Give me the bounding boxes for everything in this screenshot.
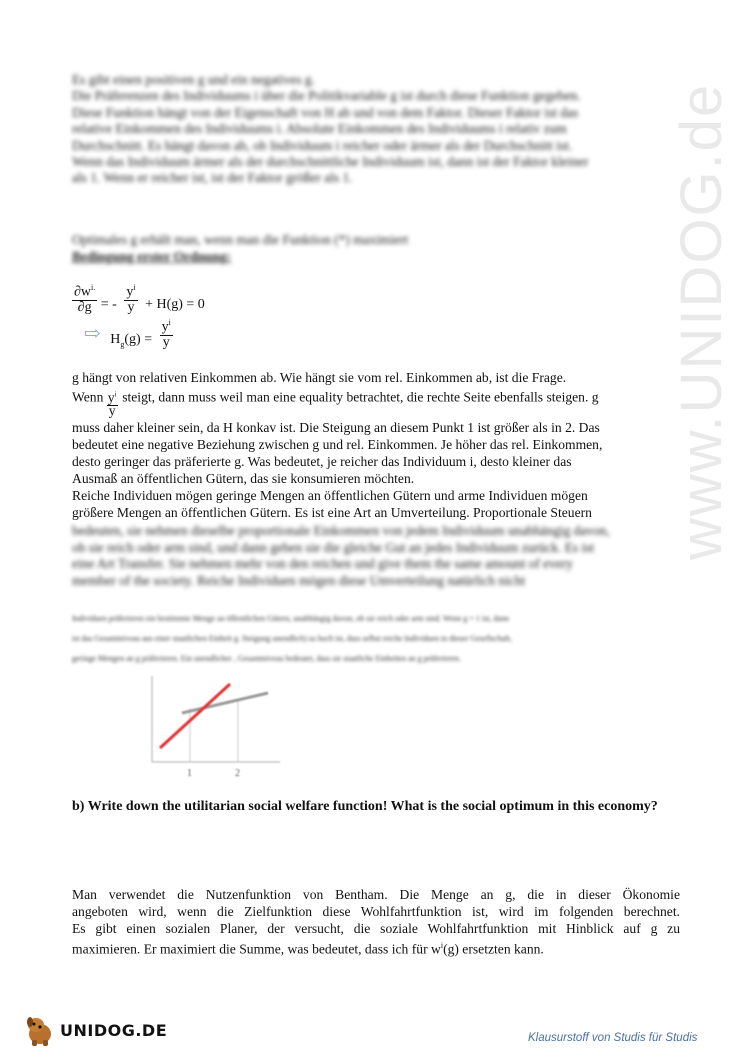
tangent-line-1 — [160, 684, 230, 748]
explanation-paragraph — [72, 369, 692, 521]
tangent-line-2 — [182, 693, 268, 713]
text-line: muss daher kleiner sein, da H konkav ist. Die Steigung an diesem Punkt 1 ist größer als in 2. Das — [72, 420, 600, 435]
text-line: relative Einkommen des Individuums i. Absolute Einkommen des Individuums i relativ zum — [72, 121, 567, 137]
watermark-text: www.UNIDOG.de — [669, 82, 734, 560]
text-line: als 1. Wenn er reicher ist, ist der Faktor größer als 1. — [72, 170, 353, 186]
footer-slogan: Klausurstoff von Studis für Studis — [528, 1032, 698, 1044]
text-line: Individuen präferieren ein bestimmte Menge an öffentlichen Gütern, unabhängig davon, ob sie reich oder arm sind. Wenn g = 1 ist, dann — [72, 614, 510, 623]
logo-text: UNIDOG.DE — [60, 1020, 168, 1040]
text-line: Wenn das Individuum ärmer als der durchschnittliche Individuum ist, dann ist der Faktor kleiner — [72, 154, 589, 170]
text-line: g hängt von relativen Einkommen ab. Wie hängt sie vom rel. Einkommen ab, ist die Frage. — [72, 370, 567, 385]
text-line: Wenn $\frac{y^i}{y}$ steigt, dann muss weil man eine equality betrachtet, die rechte Seite ebenfalls steigen. g — [72, 389, 599, 418]
income-ratio-fraction: $\frac{y^i}{y}$ — [126, 283, 136, 315]
blurred-small-paragraph — [72, 609, 682, 669]
blurred-intro-paragraph — [72, 72, 682, 187]
text-line: Man verwendet die Nutzenfunktion von Bentham. Die Menge an g, die in dieser Ökonomie — [72, 887, 680, 902]
income-ratio-fraction: $\frac{y^i}{y}$ — [161, 318, 171, 350]
text-line: Es gibt einen positiven g und ein negatives g. — [72, 72, 315, 87]
text-line: angeboten wird, wenn die Zielfunktion diese Wohlfahrtfunktion ist, wird im folgenden berechnet. — [72, 904, 680, 919]
question-heading: b) Write down the utilitarian social welfare function! What is the social optimum in this economy? — [72, 799, 658, 814]
text-line: desto geringer das präferierte g. Was bedeutet, je reicher das Individuum i, desto kleiner das — [72, 454, 572, 469]
derivative-formula: ⇨ $H_g(g)$ = $\frac{y^i}{y}$ — [84, 318, 171, 350]
first-order-condition-formula: $\frac{\partial w^{i.}}{\partial g}$ = - $\frac{y^i}{y}$ + H(g) = 0 — [74, 283, 205, 315]
footer-logo — [22, 1012, 167, 1048]
text-line: größere Mengen an öffentlichen Gütern. Es ist eine Art an Umverteilung. Proportionale Steuern — [72, 505, 592, 520]
blurred-middle-paragraph — [72, 523, 692, 589]
derivative-fraction: $\frac{\partial w^{i.}}{\partial g}$ — [74, 283, 96, 315]
text-line: Die Präferenzen des Individuums i über die Politikvariable g ist durch diese Funktion gegeben. — [72, 88, 581, 104]
text-line: Durchschnitt. Es hängt davon ab, ob Individuum i reicher oder ärmer als der Durchschnitt ist. — [72, 137, 573, 153]
text-line: Reiche Individuen mögen geringe Mengen an öffentlichen Gütern und arme Individuen mögen — [72, 488, 588, 503]
text-line: eine Art Transfer. Sie nehmen mehr von den reichen und give them the same amount of every — [72, 556, 573, 572]
text-line: ist das Gesamtniveau aus einer staatlichen Einheit g. Steigung unendlich) so hoch ist, dass selbst reiche Individuen in dieser Gesellschaft, — [72, 634, 512, 643]
text-line: Ausmaß an öffentlichen Gütern, das sie konsumieren möchten. — [72, 471, 415, 486]
text-line: maximieren. Er maximiert die Summe, was bedeutet, dass ich für $w^i(g)$ ersetzten kann. — [72, 941, 544, 957]
text-line: Es gibt einen sozialen Planer, der versucht, die soziale Wohlfahrtfunktion mit Hinblick auf g zu — [72, 921, 680, 936]
answer-paragraph — [72, 886, 680, 958]
text-line: ob sie reich oder arm sind, und dann geben sie die gleiche Gut an jedes Individuum zurück. Es ist — [72, 539, 595, 555]
tick-label-1: 1 — [187, 768, 192, 779]
text-line: member of the society. Reiche Individuen mögen diese Umverteilung natürlich nicht — [72, 572, 526, 588]
text-line: bedeutet eine negative Beziehung zwischen g und rel. Einkommen. Je höher das rel. Einkommen, — [72, 437, 603, 452]
tick-label-2: 2 — [235, 768, 240, 779]
arrow-right-icon: ⇨ — [84, 323, 101, 346]
text-line: geringe Mengen an g präferieren. Ein unendlicher , Gesamtniveau bedeutet, dass sie staatliche Einheiten an g präferieren. — [72, 654, 461, 663]
blurred-condition-heading: Bedingung erster Ordnung: — [72, 249, 231, 264]
dog-mascot-icon — [22, 1012, 58, 1048]
blurred-optimal-line: Optimales g erhält man, wenn man die Funktion (*) maximiert — [72, 232, 409, 247]
text-line: bedeuten, sie nehmen dieselbe proportionale Einkommen von jedem Individuum unabhängig davon, — [72, 523, 610, 538]
text-line: Diese Funktion hängt von der Eigenschaft von H ab und von dem Faktor. Dieser Faktor ist das — [72, 104, 579, 120]
concave-function-graph — [140, 668, 290, 783]
